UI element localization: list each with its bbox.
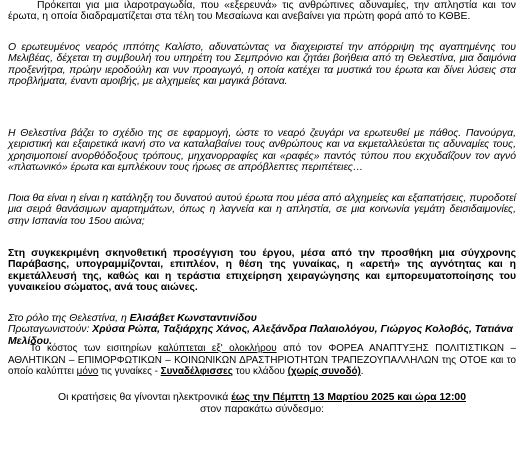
ticket-colleagues-text: Συναδέλφισσες xyxy=(160,366,233,378)
lead-actress-name: Ελισάβετ Κωνσταντινίδου xyxy=(129,313,257,324)
cast-names: Χρύσα Ρώπα, Ταξιάρχης Χάνος, Αλεξάνδρα Παλαιολόγου, Γιώργος Κολοβός, Τατιάνα Μελίδου. xyxy=(8,324,513,347)
synopsis-paragraph-1: Ο ερωτευμένος νεαρός ιππότης Καλίστο, αδυνατώντας να διαχειριστεί την απόρριψη της αγαπημένης του Μελιβέας, δέχεται τη συμβουλή του υπηρέτη του Σεμπρόνιο και ζητάει βοήθεια από τη Θελεστίνα, μια δαιμόνια προξενήτρα, πρώην ιεροδούλη και νυν προαγωγό, η οποία κατέχει τα μυστικά του έρωτα και δίνει λύσεις στα προβλήματα, έναντι αμοιβής, με αλχημείες και μαγικά βότανα. xyxy=(8,42,516,88)
cast-label: Πρωταγωνιστούν: xyxy=(8,324,93,336)
lead-role-label: Στο ρόλο της Θελεστίνα, η xyxy=(8,313,130,324)
ticket-text: του κλάδου xyxy=(232,366,288,378)
ticket-text: τις γυναίκες - xyxy=(98,366,161,378)
ticket-text: από τον ΦΟΡΕΑ ΑΝΑΠΤΥΞΗΣ ΠΟΛΙΤΙΣΤΙΚΩΝ – ΑΘΛΗΤΙΚΩΝ – ΕΠΙΜΟΡΦΩΤΙΚΩΝ – ΚΟΙΝΩΝΙΚΩΝ ΔΡΑΣΤΗΡΙΟΤΗΤΩΝ ΤΡΑΠΕΖΟΥΠΑΛΛΗΛΩΝ της ΟΤΟΕ και το οποίο καλύπτει xyxy=(8,343,516,378)
ticket-text: . xyxy=(360,366,364,378)
ticket-no-companion-text: (χωρίς συνοδό) xyxy=(287,366,361,378)
ticket-text: Το κόστος των εισιτηρίων xyxy=(30,343,159,354)
intro-paragraph: Πρόκειται για μια ιλαροτραγωδία, που «εξερευνά» τις ανθρώπινες αδυναμίες, την απληστία και τον έρωτα, η οποία διαδραματίζεται στα τέλη του Μεσαίωνα και ανεβαίνει για πρώτη φορά από το ΚΘΒΕ. xyxy=(8,0,516,23)
reservation-paragraph xyxy=(8,392,516,416)
reservation-link-label: στον παρακάτω σύνδεσμο: xyxy=(200,403,324,415)
ticket-covered-text: καλύπτεται εξ' ολοκλήρου xyxy=(158,343,277,354)
ticket-paragraph xyxy=(8,343,516,378)
reservation-text: Οι κρατήσεις θα γίνονται ηλεκτρονικά xyxy=(58,392,232,403)
direction-paragraph: Στη συγκεκριμένη σκηνοθετική προσέγγιση του έργου, μέσα από την προσθήκη μια σύγχρονης Παράβασης, υπογραμμίζονται, επιπλέον, η θέση της γυναίκας, η «αρετή» της αγνότητας και η εκμετάλλευσή της, καθώς και η τεράστια επιχείρηση χειραγώγησης και εμπορευματοποίησης του γυναικείου σώματος, ανά τους αιώνες. xyxy=(8,248,516,294)
reservation-deadline: έως την Πέμπτη 13 Μαρτίου 2025 και ώρα 12:00 xyxy=(231,392,466,403)
ticket-only-text: μόνο xyxy=(76,366,99,378)
synopsis-paragraph-3: Ποια θα είναι η είναι η κατάληξη του δυνατού αυτού έρωτα που μέσα από αλχημείες και εξαπατήσεις, πυροδοτεί μια σειρά θανάσιμων αμαρτημάτων, όπως η λαγνεία και η απληστία, σε μια κοινωνία γεμάτη δεισιδαιμονίες, στην Ισπανία του 15ου αιώνα; xyxy=(8,193,516,227)
synopsis-paragraph-2: Η Θελεστίνα βάζει το σχέδιο της σε εφαρμογή, ώστε το νεαρό ζευγάρι να ερωτευθεί με πάθος. Πανούργα, χειριστική και εξαιρετικά ικανή στο να καταλαβαίνει τους ανθρώπους και να εκμεταλλεύεται τις αδυναμίες τους, χρησιμοποιεί ανορθόδοξους τρόπους, μηχανορραφίες και «ραφές» παντός τύπου που εκχυδαΐζουν τον αγνό «πλατωνικό» έρωτα και εμπλέκουν τους ήρωες σε απρόβλεπτες περιπέτειες… xyxy=(8,128,516,174)
